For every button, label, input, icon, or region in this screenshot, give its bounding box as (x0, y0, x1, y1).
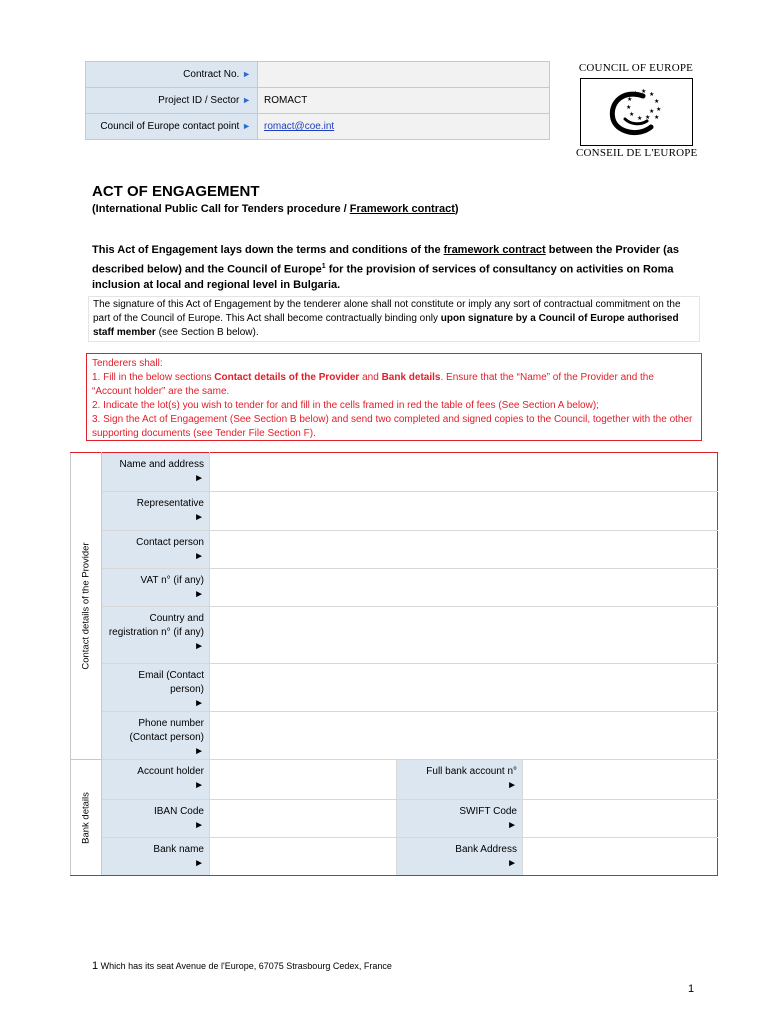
contact-person-input[interactable] (210, 531, 718, 569)
signature-note: The signature of this Act of Engagement by the tenderer alone shall not constitute or imply any sort of contractual commitment on the part of the Council of Europe. This Act shall become contractually binding only upon signature by a Council of Europe authorised staff member (see Section B below). (88, 296, 700, 342)
provider-side-label: Contact details of the Provider (71, 453, 102, 760)
svg-text:★: ★ (627, 96, 633, 103)
bank-side-label: Bank details (71, 760, 102, 876)
field-label: Account holder ► (102, 760, 210, 800)
council-of-europe-logo (576, 62, 696, 160)
intro-paragraph: This Act of Engagement lays down the terms and conditions of the framework contract between the Provider (as described below) and the Council of Europe$^1$ for the provision of services of consultancy on activities on Roma inclusion at local and regional level in Bulgaria. (92, 244, 679, 291)
svg-text:★: ★ (629, 111, 635, 118)
contract-no-label: Contract No. ► (86, 62, 258, 88)
arrow-icon: ► (242, 69, 251, 79)
contract-no-row (86, 62, 550, 88)
arrow-icon: ► (242, 95, 251, 105)
swift-input[interactable] (523, 800, 718, 838)
field-label: Full bank account n° ► (397, 760, 523, 800)
stars-emblem-icon (581, 79, 692, 145)
field-label: Representative ► (102, 492, 210, 531)
field-label: Bank Address ► (397, 838, 523, 876)
svg-text:★: ★ (654, 98, 660, 105)
contact-email-link[interactable]: romact@coe.int (264, 121, 335, 132)
provider-details-table (70, 452, 718, 876)
account-holder-input[interactable] (210, 760, 397, 800)
svg-text:★: ★ (633, 90, 639, 97)
field-label: IBAN Code ► (102, 800, 210, 838)
bank-address-input[interactable] (523, 838, 718, 876)
document-subtitle: (International Public Call for Tenders procedure / Framework contract) (92, 203, 459, 215)
vat-input[interactable] (210, 569, 718, 607)
contact-label: Council of Europe contact point ► (86, 114, 258, 140)
document-title: ACT OF ENGAGEMENT (92, 183, 260, 200)
field-label: VAT n° (if any) ► (102, 569, 210, 607)
field-label: Email (Contact person) ► (102, 664, 210, 712)
contract-no-field[interactable] (258, 62, 550, 88)
logo-text-en: COUNCIL OF EUROPE (578, 62, 694, 74)
svg-text:★: ★ (649, 108, 655, 115)
project-label: Project ID / Sector ► (86, 88, 258, 114)
footnote-ref: 1 (321, 262, 326, 270)
svg-text:★: ★ (641, 88, 647, 95)
contract-info-table (85, 61, 550, 140)
field-label: Name and address ► (102, 453, 210, 492)
svg-text:★: ★ (637, 115, 643, 122)
contact-row (86, 114, 550, 140)
svg-text:★: ★ (656, 106, 662, 113)
project-value: ROMACT (258, 88, 550, 114)
name-address-input[interactable] (210, 453, 718, 492)
logo-frame (580, 78, 693, 146)
framework-contract-link: Framework contract (349, 203, 455, 215)
svg-text:★: ★ (654, 114, 660, 121)
tenderer-instructions: Tenderers shall: 1. Fill in the below sections Contact details of the Provider and Bank details. Ensure that the “Name” of the Provider and the “Account holder” are the same. 2. Indicate the lot(s) you wish to tender for and fill in the cells framed in red the table of fees (See Section A below); 3. Sign the Act of Engagement (See Section B below) and send two completed and signed copies to the Council, together with the other supporting documents (see Tender File Section F). (86, 353, 702, 441)
svg-text:★: ★ (649, 91, 655, 98)
logo-text-fr: CONSEIL DE L'EUROPE (576, 147, 698, 159)
phone-input[interactable] (210, 712, 718, 760)
svg-text:★: ★ (645, 114, 651, 121)
page-number: 1 (688, 983, 695, 995)
iban-input[interactable] (210, 800, 397, 838)
field-label: Bank name ► (102, 838, 210, 876)
field-label: SWIFT Code ► (397, 800, 523, 838)
field-label: Country and registration n° (if any) ► (102, 607, 210, 664)
field-label: Contact person ► (102, 531, 210, 569)
svg-text:★: ★ (626, 104, 632, 111)
bank-name-input[interactable] (210, 838, 397, 876)
field-label: Phone number (Contact person) ► (102, 712, 210, 760)
bank-account-input[interactable] (523, 760, 718, 800)
footnote: 1 Which has its seat Avenue de l'Europe, 67075 Strasbourg Cedex, France (92, 960, 392, 972)
country-registration-input[interactable] (210, 607, 718, 664)
project-row (86, 88, 550, 114)
email-input[interactable] (210, 664, 718, 712)
representative-input[interactable] (210, 492, 718, 531)
arrow-icon: ► (242, 121, 251, 131)
